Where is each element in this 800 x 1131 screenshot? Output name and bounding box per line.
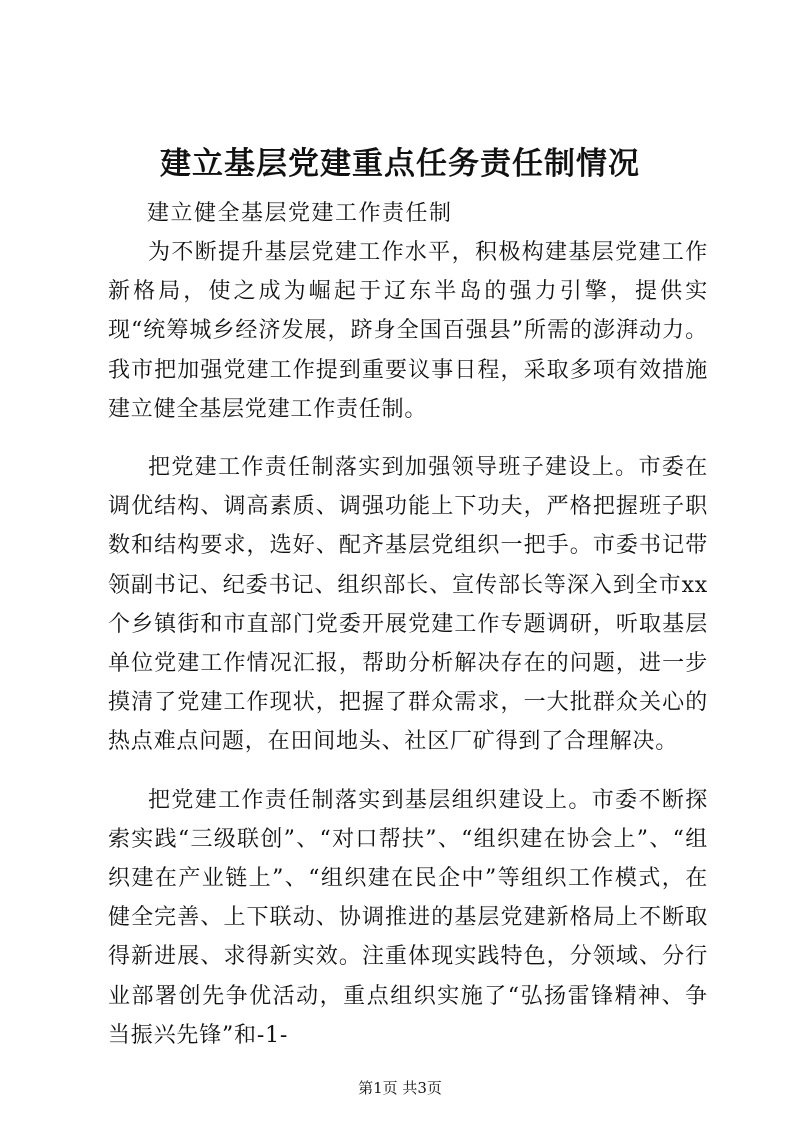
document-body xyxy=(108,233,708,1074)
paragraph-1: 为不断提升基层党建工作水平，积极构建基层党建工作新格局，使之成为崛起于辽东半岛的强力引擎，提供实现“统筹城乡经济发展，跻身全国百强县”所需的澎湃动力。我市把加强党建工作提到重要议事日程，采取多项有效措施建立健全基层党建工作责任制。 xyxy=(108,240,708,422)
paragraph-3: 把党建工作责任制落实到基层组织建设上。市委不断探索实践“三级联创”、“对口帮扶”、“组织建在协会上”、“组织建在产业链上”、“组织建在民企中”等组织工作模式，在健全完善、上下联动、协调推进的基层党建新格局上不断取得新进展、求得新实效。注重体现实践特色，分领域、分行业部署创先争优活动，重点组织实施了“弘扬雷锋精神、争当振兴先锋”和-1- xyxy=(108,787,708,1048)
paragraph-2: 把党建工作责任制落实到加强领导班子建设上。市委在调优结构、调高素质、调强功能上下功夫，严格把握班子职数和结构要求，选好、配齐基层党组织一把手。市委书记带领副书记、纪委书记、组织部长、宣传部长等深入到全市xx个乡镇街和市直部门党委开展党建工作专题调研，听取基层单位党建工作情况汇报，帮助分析解决存在的问题，进一步摸清了党建工作现状，把握了群众需求，一大批群众关心的热点难点问题，在田间地头、社区厂矿得到了合理解决。 xyxy=(108,455,708,755)
document-title: 建立基层党建重点任务责任制情况 xyxy=(160,146,640,182)
section-heading: 建立健全基层党建工作责任制 xyxy=(147,201,453,226)
page-footer: 第1页 共3页 xyxy=(358,1079,442,1097)
